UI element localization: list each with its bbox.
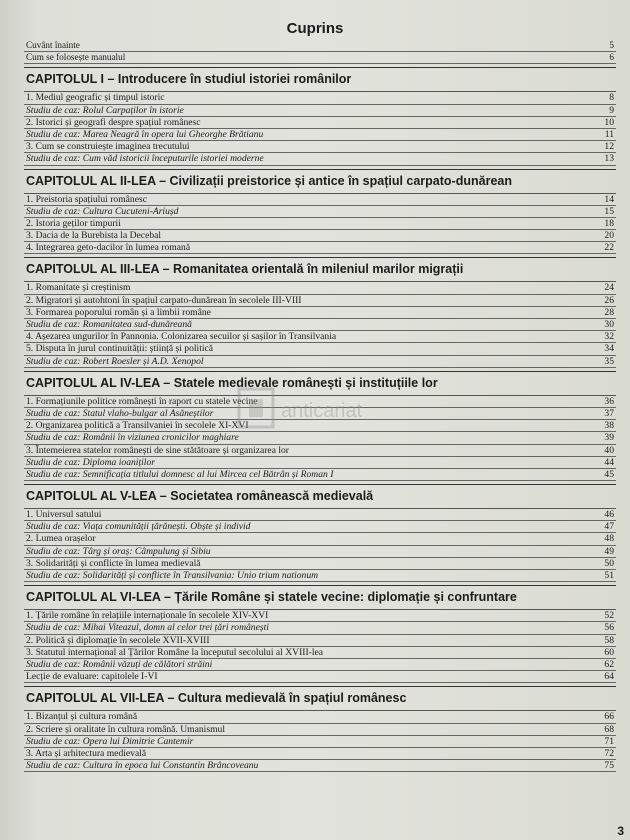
chapter-heading: CAPITOLUL AL II-LEA – Civilizații preistorice și antice în spațiul carpato-dunărean [24, 172, 616, 194]
page-title: Cuprins [286, 20, 344, 37]
entry-title: 1. Romanitate și creștinism [26, 282, 131, 294]
entry-title: Studiu de caz: Robert Roesler și A.D. Xenopol [26, 355, 204, 367]
entry-page-number: 14 [604, 193, 614, 205]
entry-title: Studiu de caz: Românii în viziunea cronicilor maghiare [26, 432, 239, 444]
entry-page-number: 28 [604, 306, 614, 318]
chapter-heading: CAPITOLUL AL V-LEA – Societatea românească medievală [24, 487, 616, 509]
case-study-entry [24, 622, 616, 634]
chapter-heading: CAPITOLUL I – Introducere în studiul istoriei românilor [24, 70, 616, 92]
entry-page-number: 72 [604, 747, 614, 759]
entry-page-number: 11 [604, 128, 614, 140]
entry-title: 1. Universul satului [26, 509, 102, 521]
entry-page-number: 18 [604, 217, 614, 229]
lesson-entry [24, 218, 616, 230]
case-study-entry [24, 736, 616, 748]
lesson-entry [24, 295, 616, 307]
entry-title: 4. Integrarea geto-dacilor în lumea romană [26, 242, 191, 254]
entry-page-number: 48 [604, 533, 614, 545]
entry-title: 1. Bizanțul și cultura română [26, 711, 138, 723]
entry-page-number: 60 [604, 646, 614, 658]
entry-page-number: 12 [604, 141, 614, 153]
entry-page-number: 45 [604, 468, 614, 480]
lesson-entry [24, 509, 616, 521]
entry-page-number: 51 [604, 570, 614, 581]
case-study-entry [24, 432, 616, 444]
entry-page-number: 35 [604, 355, 614, 367]
entry-page-number: 47 [604, 521, 614, 533]
entry-title: Studiu de caz: Târg și oraș: Câmpulung și Sibiu [26, 545, 211, 557]
lesson-entry [24, 558, 616, 570]
entry-page-number: 26 [604, 294, 614, 306]
entry-page-number: 6 [609, 52, 614, 63]
toc-section [24, 67, 616, 165]
entry-title: 2. Istorici și geografi despre spațiul românesc [26, 116, 201, 128]
toc-section [24, 371, 616, 481]
entry-title: 2. Organizarea politică a Transilvaniei în secolele XI-XVI [26, 420, 249, 432]
lesson-entry [24, 445, 616, 457]
entry-title: 1. Formațiunile politice românești în raport cu statele vecine [26, 395, 258, 407]
entry-page-number: 56 [604, 622, 614, 634]
entry-page-number: 75 [604, 760, 614, 772]
entry-page-number: 9 [609, 104, 614, 116]
entry-title: Studiu de caz: Marea Neagră în opera lui Gheorghe Brătianu [26, 128, 264, 140]
entry-title: Studiu de caz: Diploma ioaniților [26, 456, 155, 468]
case-study-entry [24, 356, 616, 368]
lesson-entry [24, 420, 616, 432]
lesson-entry [24, 610, 616, 622]
chapter-heading: CAPITOLUL AL VII-LEA – Cultura medievală în spațiul românesc [24, 689, 616, 711]
lesson-entry [24, 724, 616, 736]
entry-title: Lecție de evaluare: capitolele I-VI [26, 671, 158, 683]
entry-title: 1. Țările române în relațiile internaționale în secolele XIV-XVI [26, 610, 269, 622]
entry-page-number: 30 [604, 319, 614, 330]
lesson-entry [24, 282, 616, 294]
case-study-entry [24, 206, 616, 218]
entry-title: Studiu de caz: Statul vlaho-bulgar al Asăneștilor [26, 407, 214, 419]
entry-title: Studiu de caz: Romanitatea sud-dunăreană [26, 319, 192, 330]
entry-title: Studiu de caz: Mihai Viteazul, domn al celor trei țări românești [26, 622, 269, 634]
case-study-entry [24, 570, 616, 582]
lesson-entry [24, 533, 616, 545]
entry-title: 2. Politică și diplomație în secolele XVII-XVIII [26, 634, 210, 646]
table-of-contents [24, 40, 616, 775]
toc-section [24, 585, 616, 683]
entry-title: Studiu de caz: Solidarități și conflicte în Transilvania: Unio trium nationum [26, 570, 319, 581]
entry-page-number: 24 [604, 282, 614, 294]
case-study-entry [24, 319, 616, 331]
lesson-entry [24, 331, 616, 343]
lesson-entry [24, 141, 616, 153]
entry-title: 3. Întemeierea statelor românești de sine stătătoare și organizarea lor [26, 444, 290, 456]
lesson-entry [24, 242, 616, 254]
lesson-entry [24, 748, 616, 760]
lesson-entry [24, 194, 616, 206]
entry-page-number: 10 [604, 116, 614, 128]
entry-title: Studiu de caz: Rolul Carpaților în istorie [26, 104, 184, 116]
lesson-entry [24, 635, 616, 647]
case-study-entry [24, 129, 616, 141]
lesson-entry [24, 343, 616, 355]
entry-page-number: 68 [604, 723, 614, 735]
entry-page-number: 32 [604, 331, 614, 343]
entry-page-number: 5 [609, 40, 614, 50]
entry-title: 1. Mediul geografic și timpul istoric [26, 92, 165, 104]
toc-section [24, 484, 616, 582]
entry-page-number: 20 [604, 230, 614, 242]
entry-title: Cum se folosește manualul [26, 52, 126, 63]
watermark-text: anticariat [281, 400, 363, 422]
case-study-entry [24, 659, 616, 671]
entry-page-number: 36 [604, 395, 614, 407]
entry-page-number: 39 [604, 432, 614, 444]
case-study-entry [24, 457, 616, 469]
toc-section [24, 169, 616, 255]
entry-title: 2. Lumea orașelor [26, 533, 96, 545]
entry-title: 3. Solidarități și conflicte în lumea medievală [26, 557, 201, 569]
chapter-heading: CAPITOLUL AL III-LEA – Romanitatea orientală în mileniul marilor migrații [24, 260, 616, 282]
entry-page-number: 38 [604, 420, 614, 432]
case-study-entry [24, 521, 616, 533]
entry-title: 5. Disputa în jurul continuității: știință și politică [26, 343, 214, 355]
lesson-entry [24, 230, 616, 242]
entry-page-number: 22 [604, 242, 614, 254]
case-study-entry [24, 153, 616, 165]
toc-section [24, 40, 616, 64]
toc-section [24, 686, 616, 772]
entry-page-number: 49 [604, 545, 614, 557]
entry-page-number: 50 [604, 557, 614, 569]
lesson-entry [24, 92, 616, 104]
lesson-entry [24, 52, 616, 64]
entry-title: 2. Istoria geților timpurii [26, 217, 121, 229]
entry-page-number: 15 [604, 205, 614, 217]
entry-page-number: 13 [604, 153, 614, 165]
entry-page-number: 34 [604, 343, 614, 355]
lesson-entry [24, 396, 616, 408]
lesson-entry [24, 671, 616, 683]
entry-title: Cuvânt înainte [26, 40, 80, 50]
entry-title: Studiu de caz: Opera lui Dimitrie Cantemir [26, 735, 194, 747]
entry-title: Studiu de caz: Cultura Cucuteni-Ariușd [26, 205, 179, 217]
entry-title: 3. Cum se construiește imaginea trecutului [26, 141, 190, 153]
case-study-entry [24, 760, 616, 772]
entry-title: 4. Așezarea ungurilor în Pannonia. Colonizarea secuilor și sașilor în Transilvania [26, 331, 337, 343]
entry-page-number: 40 [604, 444, 614, 456]
lesson-entry [24, 307, 616, 319]
entry-title: Studiu de caz: Cum văd istoricii începuturile istoriei moderne [26, 153, 264, 165]
entry-page-number: 64 [604, 671, 614, 683]
chapter-heading: CAPITOLUL AL VI-LEA – Țările Române și statele vecine: diplomație și confruntare [24, 588, 616, 610]
entry-title: Studiu de caz: Semnificația titlului domnesc al lui Mircea cel Bătrân și Roman I [26, 468, 334, 480]
case-study-entry [24, 105, 616, 117]
lesson-entry [24, 711, 616, 723]
entry-title: 3. Statutul internațional al Țărilor Române la începutul secolului al XVIII-lea [26, 646, 324, 658]
case-study-entry [24, 408, 616, 420]
lesson-entry [24, 647, 616, 659]
entry-page-number: 62 [604, 658, 614, 670]
chapter-heading: CAPITOLUL AL IV-LEA – Statele medievale românești și instituțiile lor [24, 374, 616, 396]
lesson-entry [24, 40, 616, 52]
entry-title: 2. Scriere și oralitate în cultura română. Umanismul [26, 723, 226, 735]
entry-page-number: 71 [604, 735, 614, 747]
entry-page-number: 44 [604, 456, 614, 468]
entry-page-number: 8 [609, 92, 614, 104]
entry-title: 1. Preistoria spațiului românesc [26, 193, 147, 205]
entry-title: Studiu de caz: Românii văzuți de călători străini [26, 658, 213, 670]
entry-title: 3. Formarea poporului român și a limbii române [26, 306, 211, 318]
entry-title: 2. Migratori și autohtoni în spațiul carpato-dunărean în secolele III-VIII [26, 294, 302, 306]
entry-title: 3. Arta și arhitectura medievală [26, 747, 147, 759]
page-number: 3 [617, 824, 624, 838]
entry-title: Studiu de caz: Cultura în epoca lui Constantin Brâncoveanu [26, 760, 259, 772]
entry-page-number: 66 [604, 711, 614, 723]
entry-title: 3. Dacia de la Burebista la Decebal [26, 230, 162, 242]
lesson-entry [24, 117, 616, 129]
entry-page-number: 46 [604, 509, 614, 521]
entry-page-number: 52 [604, 610, 614, 622]
case-study-entry [24, 469, 616, 481]
entry-page-number: 37 [604, 407, 614, 419]
toc-section [24, 257, 616, 367]
entry-page-number: 58 [604, 634, 614, 646]
entry-title: Studiu de caz: Viața comunității țărănești. Obște și individ [26, 521, 251, 533]
case-study-entry [24, 546, 616, 558]
